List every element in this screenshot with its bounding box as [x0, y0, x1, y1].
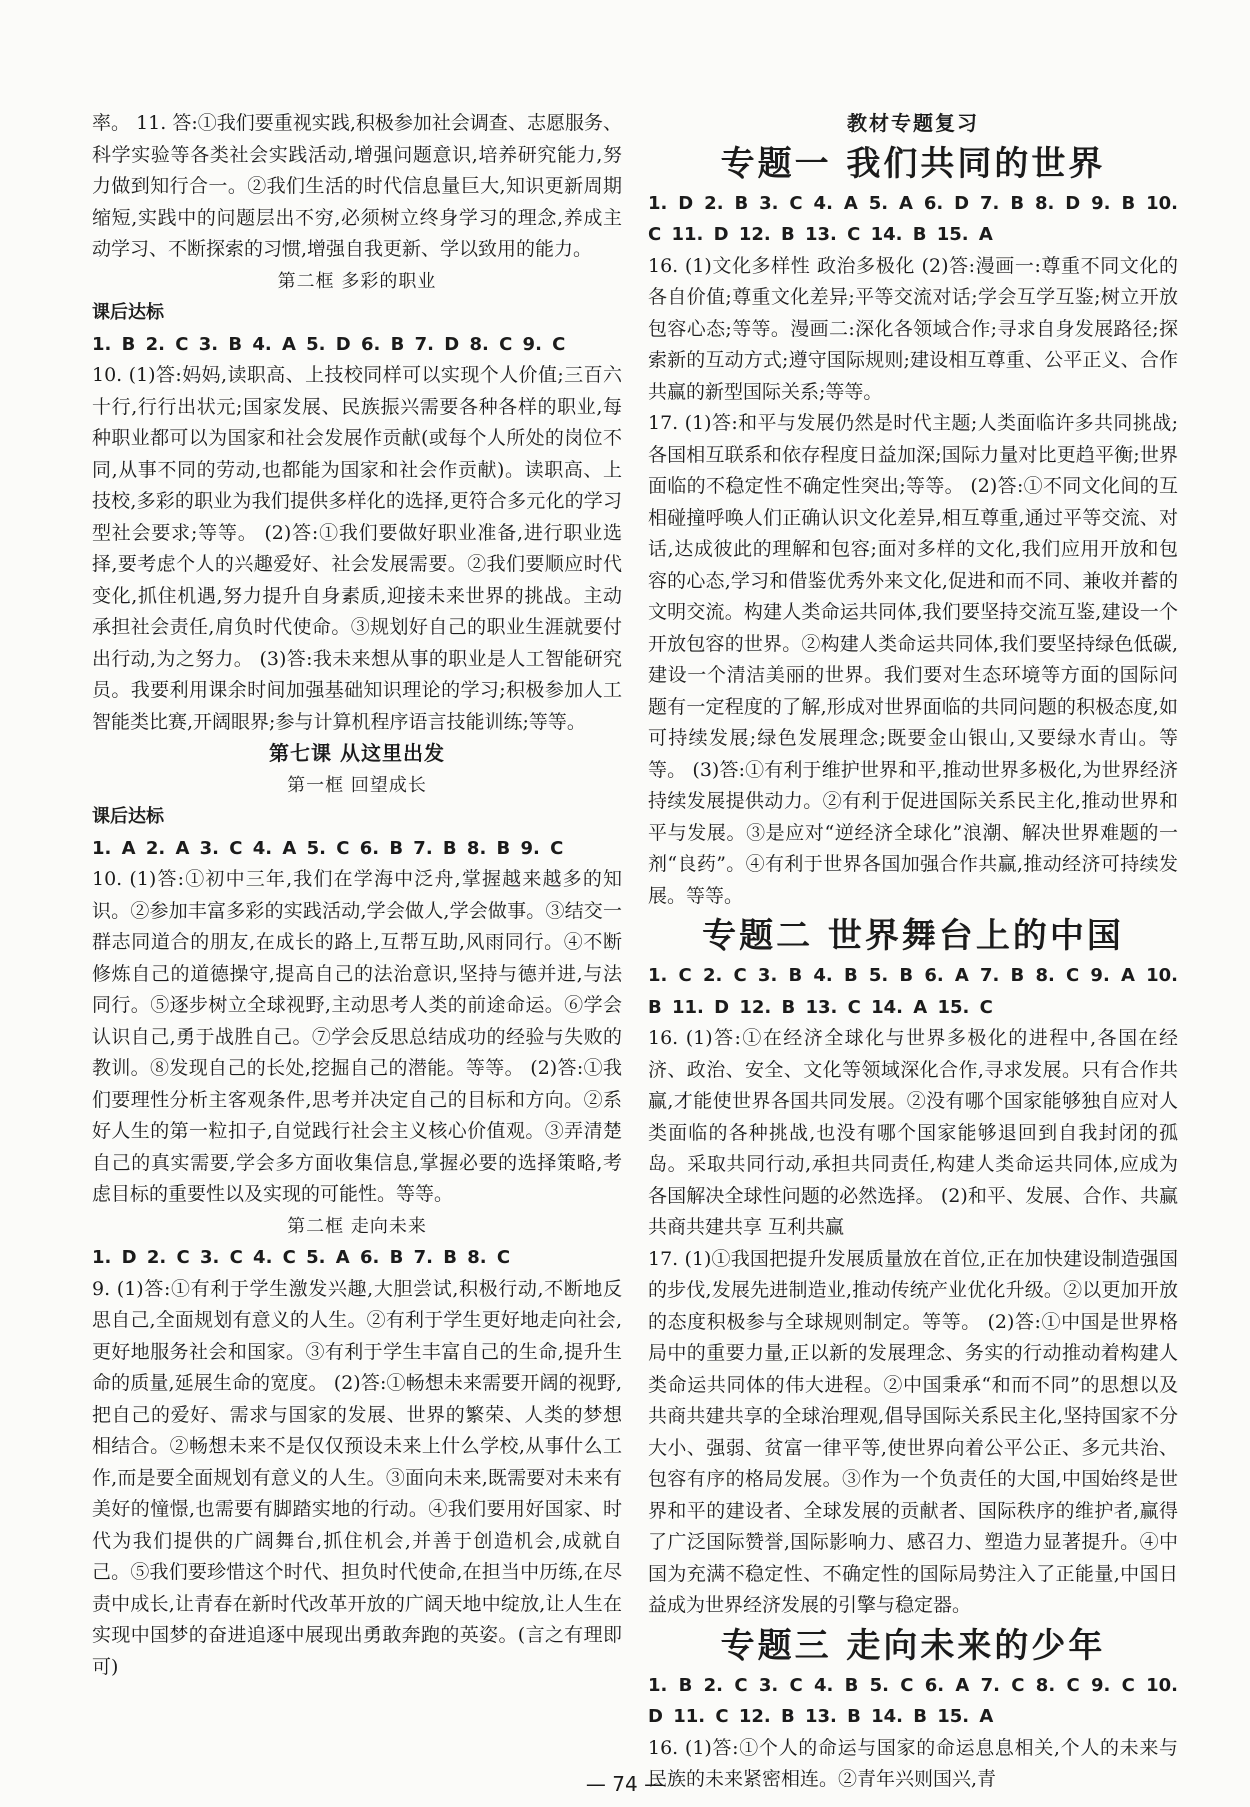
right-column: [648, 108, 1178, 1796]
section-subheading: 第二框 走向未来: [287, 1215, 427, 1237]
review-heading: 教材专题复习: [847, 111, 979, 135]
section-subheading: 第二框 多彩的职业: [277, 270, 437, 292]
section-label: 课后达标: [92, 302, 164, 323]
topic-heading: 专题一 我们共同的世界: [720, 143, 1106, 184]
answer-paragraph: 率。 11. 答:①我们要重视实践,积极参加社会调查、志愿服务、科学实验等各类社会实践活动,增强问题意识,培养研究能力,努力做到知行合一。②我们生活的时代信息量巨大,知识更新周期缩短,实践中的问题层出不穷,必须树立终身学习的理念,养成主动学习、不断探索的习惯,增强自我更新、学以致用的能力。: [92, 112, 622, 260]
left-column: [92, 108, 622, 1683]
multiple-choice-answers: 1. D 2. B 3. C 4. A 5. A 6. D 7. B 8. D 9. B 10. C 11. D 12. B 13. C 14. B 15. A: [648, 192, 1178, 245]
page-number: — 74 —: [585, 1772, 665, 1796]
lesson-heading: 第七课 从这里出发: [269, 741, 445, 765]
section-subheading: 第一框 回望成长: [287, 774, 427, 796]
answer-paragraph: 17. (1)①我国把提升发展质量放在首位,正在加快建设制造强国的步伐,发展先进制造业,推动传统产业优化升级。②以更加开放的态度积极参与全球规则制定。等等。 (2)答:①中国是世界格局中的重要力量,正以新的发展理念、务实的行动推动着构建人类命运共同体的伟大进程。②中国秉承“和而不同”的思想以及共商共建共享的全球治理观,倡导国际关系民主化,坚持国家不分大小、强弱、贫富一律平等,使世界向着公平公正、多元共治、包容有序的格局发展。③作为一个负责任的大国,中国始终是世界和平的建设者、全球发展的贡献者、国际秩序的维护者,赢得了广泛国际赞誉,国际影响力、感召力、塑造力显著提升。④中国为充满不稳定性、不确定性的国际局势注入了正能量,中国日益成为世界经济发展的引擎与稳定器。: [648, 1247, 1178, 1616]
multiple-choice-answers: 1. A 2. A 3. C 4. A 5. C 6. B 7. B 8. B 9. C: [92, 837, 564, 859]
answer-paragraph: 16. (1)文化多样性 政治多极化 (2)答:漫画一:尊重不同文化的各自价值;尊重文化差异;平等交流对话;学会互学互鉴;树立开放包容心态;等等。漫画二:深化各领域合作;寻求自身发展路径;探索新的互动方式;遵守国际规则;建设相互尊重、公平正义、合作共赢的新型国际关系;等等。: [648, 254, 1178, 403]
answer-paragraph: 10. (1)答:①初中三年,我们在学海中泛舟,掌握越来越多的知识。②参加丰富多彩的实践活动,学会做人,学会做事。③结交一群志同道合的朋友,在成长的路上,互帮互助,风雨同行。④不断修炼自己的道德操守,提高自己的法治意识,坚持与德并进,与法同行。⑤逐步树立全球视野,主动思考人类的前途命运。⑥学会认识自己,勇于战胜自己。⑦学会反思总结成功的经验与失败的教训。⑧发现自己的长处,挖掘自己的潜能。等等。 (2)答:①我们要理性分析主客观条件,思考并决定自己的目标和方向。②系好人生的第一粒扣子,自觉践行社会主义核心价值观。③弄清楚自己的真实需要,学会多方面收集信息,掌握必要的选择策略,考虑目标的重要性以及实现的可能性。等等。: [92, 868, 622, 1205]
answer-paragraph: 16. (1)答:①在经济全球化与世界多极化的进程中,各国在经济、政治、安全、文化等领域深化合作,寻求发展。只有合作共赢,才能使世界各国共同发展。②没有哪个国家能够独自应对人类面临的各种挑战,也没有哪个国家能够退回到自我封闭的孤岛。采取共同行动,承担共同责任,构建人类命运共同体,应成为各国解决全球性问题的必然选择。 (2)和平、发展、合作、共赢 共商共建共享 互利共赢: [648, 1027, 1178, 1238]
answer-paragraph: 17. (1)答:和平与发展仍然是时代主题;人类面临许多共同挑战;各国相互联系和依存程度日益加深;国际力量对比更趋平衡;世界面临的不稳定性不确定性突出;等等。 (2)答:①不同文化间的互相碰撞呼唤人们正确认识文化差异,相互尊重,通过平等交流、对话,达成彼此的理解和包容;面对多样的文化,我们应用开放和包容的心态,学习和借鉴优秀外来文化,促进和而不同、兼收并蓄的文明交流。构建人类命运共同体,我们要坚持交流互鉴,建设一个开放包容的世界。②构建人类命运共同体,我们要坚持绿色低碳,建设一个清洁美丽的世界。我们要对生态环境等方面的国际问题有一定程度的了解,形成对世界面临的共同问题的积极态度,如可持续发展;绿色发展理念;既要金山银山,又要绿水青山。等等。 (3)答:①有利于维护世界和平,推动世界多极化,为世界经济持续发展提供动力。②有利于促进国际关系民主化,推动世界和平与发展。③是应对“逆经济全球化”浪潮、解决世界难题的一剂“良药”。④有利于世界各国加强合作共赢,推动经济可持续发展。等等。: [648, 412, 1178, 907]
answer-paragraph: 10. (1)答:妈妈,读职高、上技校同样可以实现个人价值;三百六十行,行行出状元;国家发展、民族振兴需要各种各样的职业,每种职业都可以为国家和社会发展作贡献(或每个人所处的岗位不同,从事不同的劳动,也都能为国家和社会作贡献)。读职高、上技校,多彩的职业为我们提供多样化的选择,更符合多元化的学习型社会要求;等等。 (2)答:①我们要做好职业准备,进行职业选择,要考虑个人的兴趣爱好、社会发展需要。②我们要顺应时代变化,抓住机遇,努力提升自身素质,迎接未来世界的挑战。主动承担社会责任,肩负时代使命。③规划好自己的职业生涯就要付出行动,为之努力。 (3)答:我未来想从事的职业是人工智能研究员。我要利用课余时间加强基础知识理论的学习;积极参加人工智能类比赛,开阔眼界;参与计算机程序语言技能训练;等等。: [92, 364, 622, 733]
multiple-choice-answers: 1. D 2. C 3. C 4. C 5. A 6. B 7. B 8. C: [92, 1247, 511, 1268]
topic-heading: 专题三 走向未来的少年: [720, 1625, 1106, 1666]
multiple-choice-answers: 1. C 2. C 3. B 4. B 5. B 6. A 7. B 8. C 9. A 10. B 11. D 12. B 13. C 14. A 15. C: [648, 965, 1178, 1018]
answer-paragraph: 16. (1)答:①个人的命运与国家的命运息息相关,个人的未来与民族的未来紧密相连。②青年兴则国兴,青: [648, 1736, 1178, 1790]
multiple-choice-answers: 1. B 2. C 3. B 4. A 5. D 6. B 7. D 8. C 9. C: [92, 333, 566, 355]
answer-paragraph: 9. (1)答:①有利于学生激发兴趣,大胆尝试,积极行动,不断地反思自己,全面规划有意义的人生。②有利于学生更好地走向社会,更好地服务社会和国家。③有利于学生丰富自己的生命,提升生命的质量,延展生命的宽度。 (2)答:①畅想未来需要开阔的视野,把自己的爱好、需求与国家的发展、世界的繁荣、人类的梦想相结合。②畅想未来不是仅仅预设未来上什么学校,从事什么工作,而是要全面规划有意义的人生。③面向未来,既需要对未来有美好的憧憬,也需要有脚踏实地的行动。④我们要用好国家、时代为我们提供的广阔舞台,抓住机会,并善于创造机会,成就自己。⑤我们要珍惜这个时代、担负时代使命,在担当中历练,在尽责中成长,让青春在新时代改革开放的广阔天地中绽放,让人生在实现中国梦的奋进追逐中展现出勇敢奔跑的英姿。(言之有理即可): [92, 1277, 622, 1678]
topic-heading: 专题二 世界舞台上的中国: [702, 916, 1124, 956]
multiple-choice-answers: 1. B 2. C 3. C 4. B 5. C 6. A 7. C 8. C 9. C 10. D 11. C 12. B 13. B 14. B 15. A: [648, 1674, 1178, 1727]
section-label: 课后达标: [92, 806, 164, 827]
